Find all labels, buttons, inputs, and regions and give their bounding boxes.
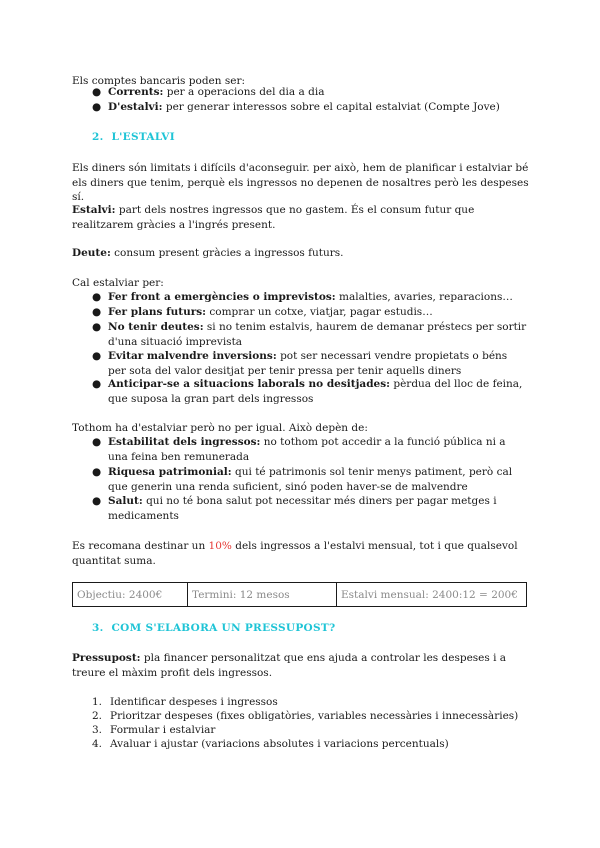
- list-item: [108, 85, 528, 100]
- bullet-dot: ●: [92, 321, 102, 333]
- item-text: no tothom pot accedir a la funció pública ni a una feina ben remunerada: [108, 436, 506, 463]
- definition-term: Deute:: [72, 247, 111, 259]
- item-term: Fer front a emergències o imprevistos:: [108, 291, 336, 303]
- item-term: Fer plans futurs:: [108, 306, 207, 318]
- definition-text: consum present gràcies a ingressos futurs.: [110, 247, 344, 259]
- item-text: comprar un cotxe, viatjar, pagar estudis…: [206, 306, 433, 318]
- percentage-highlight: 10%: [208, 540, 232, 552]
- item-text: pèrdua del lloc de feina, que suposa la gran part dels ingressos: [108, 378, 523, 405]
- item-term: No tenir deutes:: [108, 321, 204, 333]
- item-term: Anticipar-se a situacions laborals no desitjades:: [108, 378, 391, 390]
- list-item: [108, 349, 528, 378]
- step-number: 2.: [92, 710, 103, 722]
- bullet-dot: ●: [92, 306, 102, 318]
- section-heading: [92, 622, 335, 634]
- savings-goal-table: [72, 582, 527, 607]
- item-text: si no tenim estalvis, haurem de demanar préstecs per sortir d'una situació imprevista: [108, 321, 527, 348]
- list-item: [108, 377, 528, 406]
- definition-deute: [72, 246, 532, 261]
- section-title: COM S'ELABORA UN PRESSUPOST?: [111, 622, 336, 634]
- bullet-dot: ●: [92, 495, 102, 507]
- bullet-dot: ●: [92, 466, 102, 478]
- factors-intro: Tothom ha d'estalviar però no per igual. Això depèn de:: [72, 422, 368, 434]
- intro-line: Els comptes bancaris poden ser:: [72, 75, 246, 87]
- section-number: 2.: [92, 131, 104, 143]
- monthly-saving-cell: Estalvi mensual: 2400:12 = 200€: [337, 583, 527, 607]
- reasons-intro: Cal estalviar per:: [72, 277, 164, 289]
- list-item: [108, 320, 528, 349]
- list-item: [108, 465, 528, 494]
- bullet-dot: ●: [92, 101, 102, 113]
- list-item: [108, 494, 528, 523]
- item-text: qui no té bona salut pot necessitar més diners per pagar metges i medicaments: [108, 495, 497, 522]
- step-number: 3.: [92, 724, 103, 736]
- item-term: Salut:: [108, 495, 143, 507]
- step-text: Identificar despeses i ingressos: [110, 696, 278, 708]
- item-term: D'estalvi:: [108, 101, 163, 113]
- item-text: malalties, avaries, reparacions…: [335, 291, 513, 303]
- bullet-dot: ●: [92, 291, 102, 303]
- bullet-dot: ●: [92, 436, 102, 448]
- item-text: qui té patrimonis sol tenir menys patiment, però cal que generin una renda suficient, sinó poden haver-se de malvendre: [108, 466, 513, 493]
- item-term: Riquesa patrimonial:: [108, 466, 232, 478]
- goal-cell: Objectiu: 2400€: [73, 583, 188, 607]
- section-number: 3.: [92, 622, 104, 634]
- list-item: [108, 290, 528, 305]
- item-term: Estabilitat dels ingressos:: [108, 436, 261, 448]
- section-title: L'ESTALVI: [111, 131, 175, 143]
- item-term: Evitar malvendre inversions:: [108, 350, 277, 362]
- bullet-dot: ●: [92, 378, 102, 390]
- item-term: Corrents:: [108, 86, 164, 98]
- step-text: Avaluar i ajustar (variacions absolutes i variacions percentuals): [110, 738, 449, 750]
- definition-pressupost: [72, 651, 532, 680]
- section-heading: [92, 131, 175, 143]
- recommendation-after: dels ingressos a l'estalvi mensual, tot i que qualsevol quantitat suma.: [72, 540, 518, 567]
- item-text: pot ser necessari vendre propietats o béns per sota del valor desitjat per tenir pressa per tenir aquells diners: [108, 350, 508, 377]
- recommendation: [72, 539, 532, 568]
- step-text: Formular i estalviar: [110, 724, 216, 736]
- term-cell: Termini: 12 mesos: [188, 583, 337, 607]
- definition-term: Estalvi:: [72, 204, 116, 216]
- definition-text: part dels nostres ingressos que no gastem. És el consum futur que realitzarem gràcies a l'ingrés present.: [72, 204, 475, 231]
- list-item: [108, 305, 528, 320]
- bullet-dot: ●: [92, 86, 102, 98]
- step-number: 1.: [92, 696, 103, 708]
- item-text: per a operacions del dia a dia: [163, 86, 325, 98]
- table-row: [73, 583, 527, 607]
- paragraph: Els diners són limitats i difícils d'aconseguir. per això, hem de planificar i estalviar bé els diners que tenim, perquè els ingressos no depenen de nosaltres però les despeses sí.: [72, 162, 529, 203]
- definition-estalvi: [72, 203, 532, 232]
- definition-term: Pressupost:: [72, 652, 141, 664]
- step-number: 4.: [92, 738, 103, 750]
- list-item: [108, 100, 528, 115]
- item-text: per generar interessos sobre el capital estalviat (Compte Jove): [162, 101, 500, 113]
- recommendation-before: Es recomana destinar un: [72, 540, 209, 552]
- step-text: Prioritzar despeses (fixes obligatòries, variables necessàries i innecessàries): [110, 710, 519, 722]
- list-item: [108, 435, 528, 464]
- bullet-dot: ●: [92, 350, 102, 362]
- definition-text: pla financer personalitzat que ens ajuda a controlar les despeses i a treure el màxim profit dels ingressos.: [72, 652, 507, 679]
